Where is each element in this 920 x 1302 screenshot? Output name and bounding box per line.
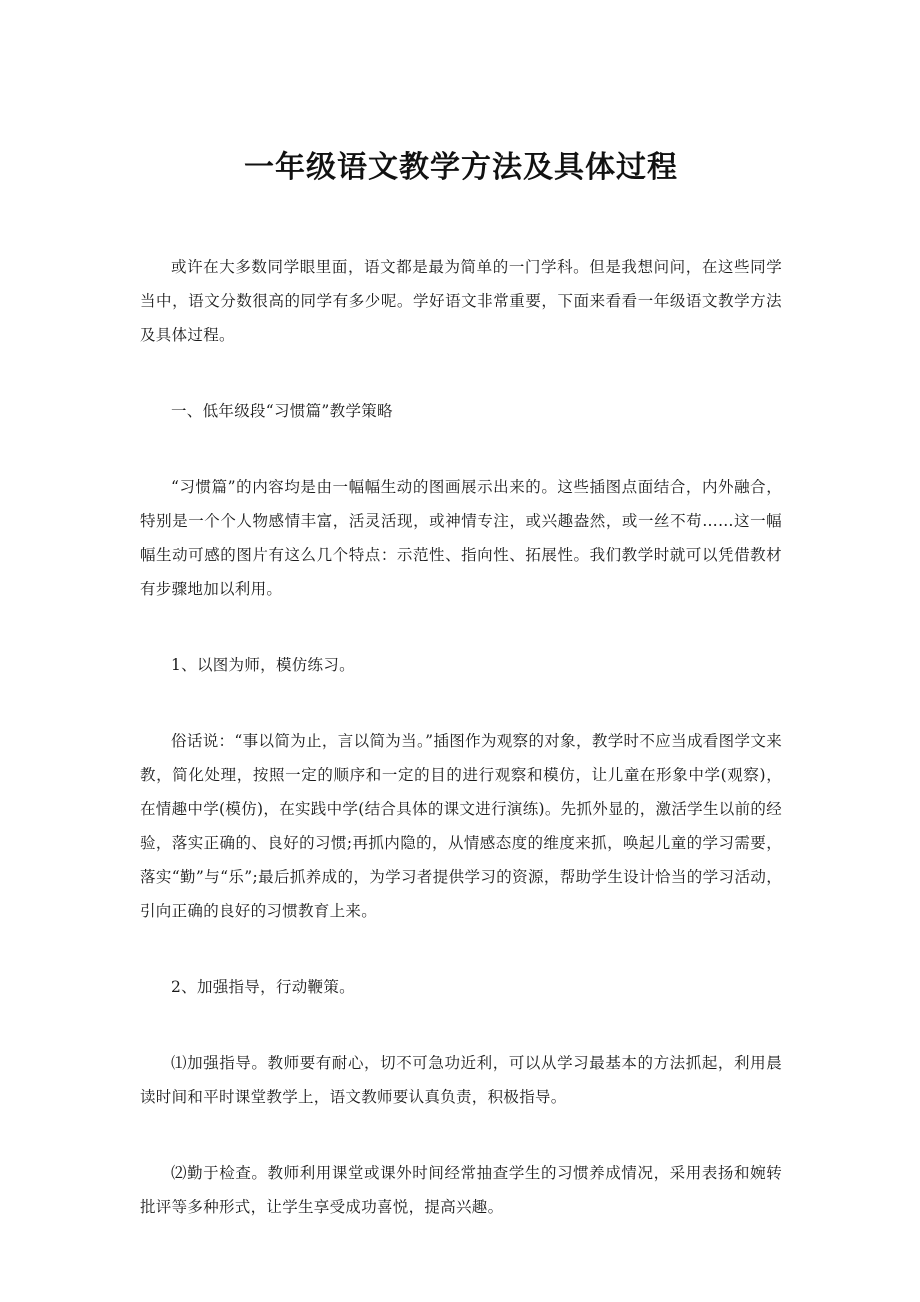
paragraph-imitate: 俗话说：“事以简为止，言以简为当。”插图作为观察的对象，教学时不应当成看图学文来教，简化处理，按照一定的顺序和一定的目的进行观察和模仿，让儿童在形象中学(观察)，在情趣中学(模仿)，在实践中学(结合具体的课文进行演练)。先抓外显的，激活学生以前的经验，落实正确的、良好的习惯;再抓内隐的，从情感态度的维度来抓，唤起儿童的学习需要，落实“勤”与“乐”;最后抓养成的，为学习者提供学习的资源，帮助学生设计恰当的学习活动，引向正确的良好的习惯教育上来。 <box>140 732 782 920</box>
paragraph-intro: 或许在大多数同学眼里面，语文都是最为简单的一门学科。但是我想问问，在这些同学当中，语文分数很高的同学有多少呢。学好语文非常重要，下面来看看一年级语文教学方法及具体过程。 <box>140 258 782 344</box>
subheading-imitate: 1、以图为师，模仿练习。 <box>171 656 355 674</box>
document-page <box>140 0 782 1266</box>
document-body <box>140 250 782 1224</box>
paragraph-guidance-2: ⑵勤于检查。教师利用课堂或课外时间经常抽查学生的习惯养成情况，采用表扬和婉转批评等多种形式，让学生享受成功喜悦，提高兴趣。 <box>140 1164 782 1216</box>
section-heading-habits: 一、低年级段“习惯篇”教学策略 <box>171 402 393 420</box>
document-title: 一年级语文教学方法及具体过程 <box>244 150 678 185</box>
paragraph-habits-content: “习惯篇”的内容均是由一幅幅生动的图画展示出来的。这些插图点面结合，内外融合，特别是一个个人物感情丰富，活灵活现，或神情专注，或兴趣盎然，或一丝不苟……这一幅幅生动可感的图片有这么几个特点：示范性、指向性、拓展性。我们教学时就可以凭借教材有步骤地加以利用。 <box>140 478 782 598</box>
subheading-guidance: 2、加强指导，行动鞭策。 <box>171 978 355 996</box>
paragraph-guidance-1: ⑴加强指导。教师要有耐心，切不可急功近利，可以从学习最基本的方法抓起，利用晨读时间和平时课堂教学上，语文教师要认真负责，积极指导。 <box>140 1054 782 1106</box>
